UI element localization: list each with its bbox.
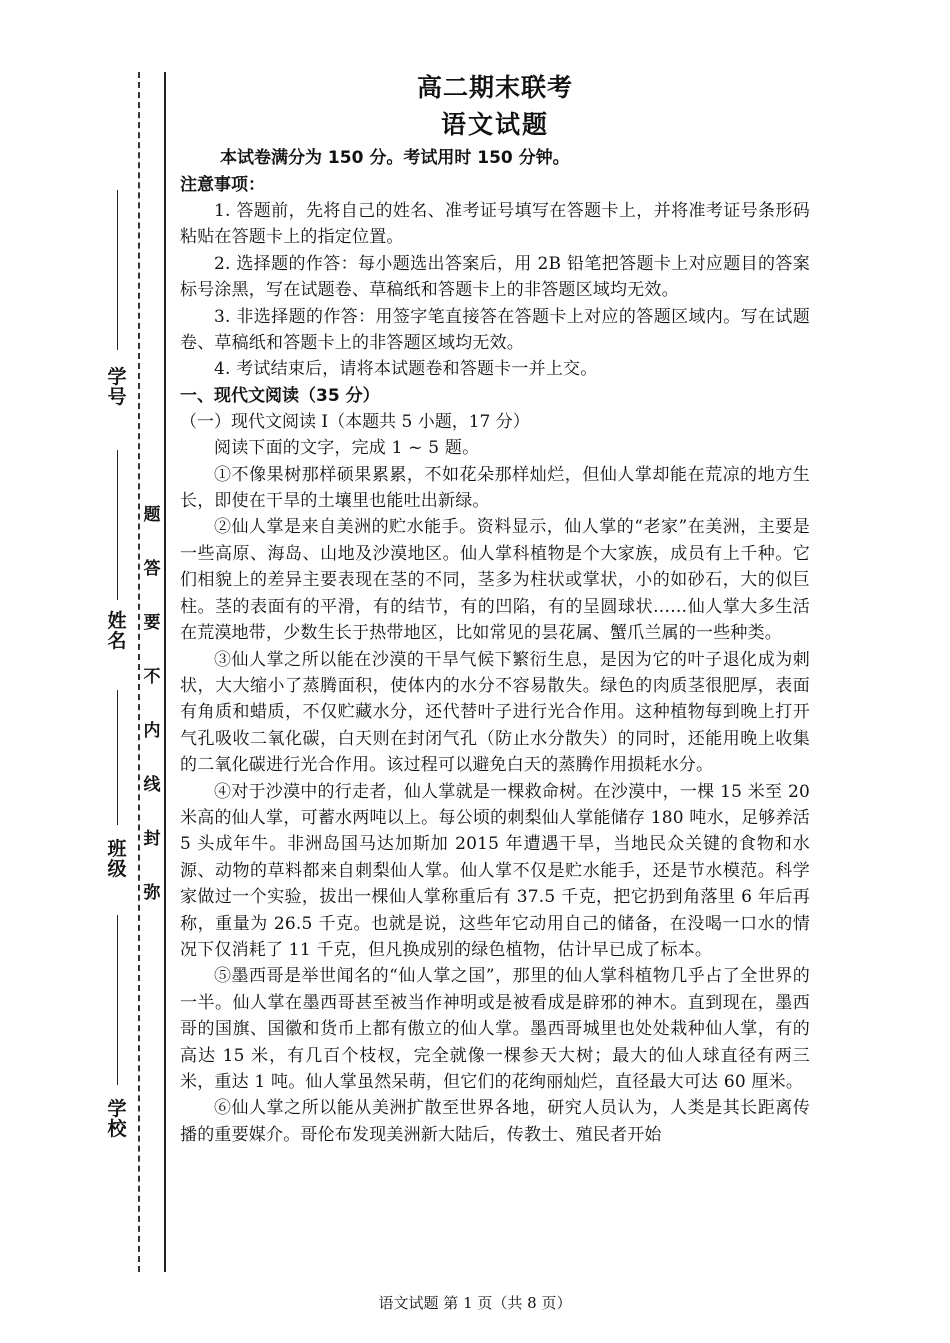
notice-item: 3. 非选择题的作答：用签字笔直接答在答题卡上对应的答题区域内。写在试题卷、草稿纸和答题卡上的非答题区域均无效。 [180,306,810,354]
passage-paragraph: ④对于沙漠中的行走者，仙人掌就是一棵救命树。在沙漠中，一棵 15 米至 20 米高的仙人掌，可蓄水两吨以上。每公顷的刺梨仙人掌能储存 180 吨水，足够养活 5 头成年牛。非洲岛国马达加斯加 2015 年遭遇干旱，当地民众关键的食物和水源、动物的草料都来自刺梨仙人掌。仙人掌不仅是贮水能手，还是节水模范。科学家做过一个实验，拔出一棵仙人掌称重后有 37.5 千克，把它扔到角落里 6 年后再称，重量为 26.5 千克。也就是说，这些年它动用自己的储备，在没喝一口水的情况下仅消耗了 11 千克，但凡换成别的绿色植物，估计早已成了标本。 [180,781,810,960]
name-blank[interactable] [117,450,118,600]
passage-paragraph: ⑤墨西哥是举世闻名的“仙人掌之国”，那里的仙人掌科植物几乎占了全世界的一半。仙人掌在墨西哥甚至被当作神明或是被看成是辟邪的神木。直到现在，墨西哥的国旗、国徽和货币上都有傲立的仙人掌。墨西哥城里也处处栽种仙人掌，有的高达 15 米，有几百个枝杈，完全就像一棵参天大树；最大的仙人球直径有两三米，重达 1 吨。仙人掌虽然呆萌，但它们的花绚丽灿烂，直径最大可达 60 厘米。 [180,966,810,1092]
notice-item: 1. 答题前，先将自己的姓名、准考证号填写在答题卡上，并将准考证号条形码粘贴在答题卡上的指定位置。 [180,201,810,248]
seal-char: 弥 [143,883,161,903]
passage-paragraph: ②仙人掌是来自美洲的贮水能手。资料显示，仙人掌的“老家”在美洲，主要是一些高原、海岛、山地及沙漠地区。仙人掌科植物是个大家族，成员有上千种。它们相貌上的差异主要表现在茎的不同，茎多为柱状或掌状，小的如砂石，大的似巨柱。茎的表面有的平滑，有的结节，有的凹陷，有的呈圆球状……仙人掌大多生活在荒漠地带，少数生长于热带地区，比如常见的昙花属、蟹爪兰属的一些种类。 [180,517,810,644]
section-instruction: 阅读下面的文字，完成 1 ~ 5 题。 [214,438,480,459]
school-label: 学 校 [107,1098,127,1140]
exam-intro: 本试卷满分为 150 分。考试用时 150 分钟。 [220,148,570,168]
class-label: 班 级 [107,838,127,880]
seal-char: 线 [143,775,161,795]
seal-warning [142,488,162,920]
seal-char: 要 [143,613,161,633]
seal-char: 答 [143,559,161,579]
passage-paragraph: ⑥仙人掌之所以能从美洲扩散至世界各地，研究人员认为，人类是其长距离传播的重要媒介。哥伦布发现美洲新大陆后，传教士、殖民者开始 [180,1098,810,1145]
notice-item: 4. 考试结束后，请将本试题卷和答题卡一并上交。 [214,359,598,380]
exam-page-content [180,70,810,1148]
seal-char: 封 [143,829,161,849]
student-id-label: 学 号 [107,366,127,408]
student-id-blank[interactable] [117,190,118,350]
name-label: 姓 名 [107,610,127,652]
seal-char: 题 [143,505,161,525]
seal-char: 内 [143,721,161,741]
class-blank[interactable] [117,690,118,825]
exam-subtitle: 语文试题 [440,110,549,139]
section-heading: 一、现代文阅读（35 分） [180,385,380,406]
exam-title: 高二期末联考 [416,73,573,102]
section-subheading: （一）现代文阅读 Ⅰ（本题共 5 小题，17 分） [180,411,530,432]
page-footer: 语文试题 第 1 页（共 8 页） [378,1294,572,1312]
seal-char: 不 [143,667,161,687]
passage-paragraph: ③仙人掌之所以能在沙漠的干旱气候下繁衍生息，是因为它的叶子退化成为刺状，大大缩小了蒸腾面积，使体内的水分不容易散失。绿色的肉质茎很肥厚，表面有角质和蜡质，不仅贮藏水分，还代替叶子进行光合作用。这种植物每到晚上打开气孔吸收二氧化碳，白天则在封闭气孔（防止水分散失）的同时，还能用晚上收集的二氧化碳进行光合作用。该过程可以避免白天的蒸腾作用损耗水分。 [180,649,810,776]
notice-item: 2. 选择题的作答：每小题选出答案后，用 2B 铅笔把答题卡上对应题目的答案标号涂黑，写在试题卷、草稿纸和答题卡上的非答题区域均无效。 [180,253,810,301]
passage-paragraph: ①不像果树那样硕果累累，不如花朵那样灿烂，但仙人掌却能在荒凉的地方生长，即使在干旱的土壤里也能吐出新绿。 [180,464,810,512]
notice-heading: 注意事项： [180,175,265,195]
margin-solid-line [164,72,166,1272]
seal-dashed-line [138,72,140,1272]
school-blank[interactable] [117,915,118,1085]
